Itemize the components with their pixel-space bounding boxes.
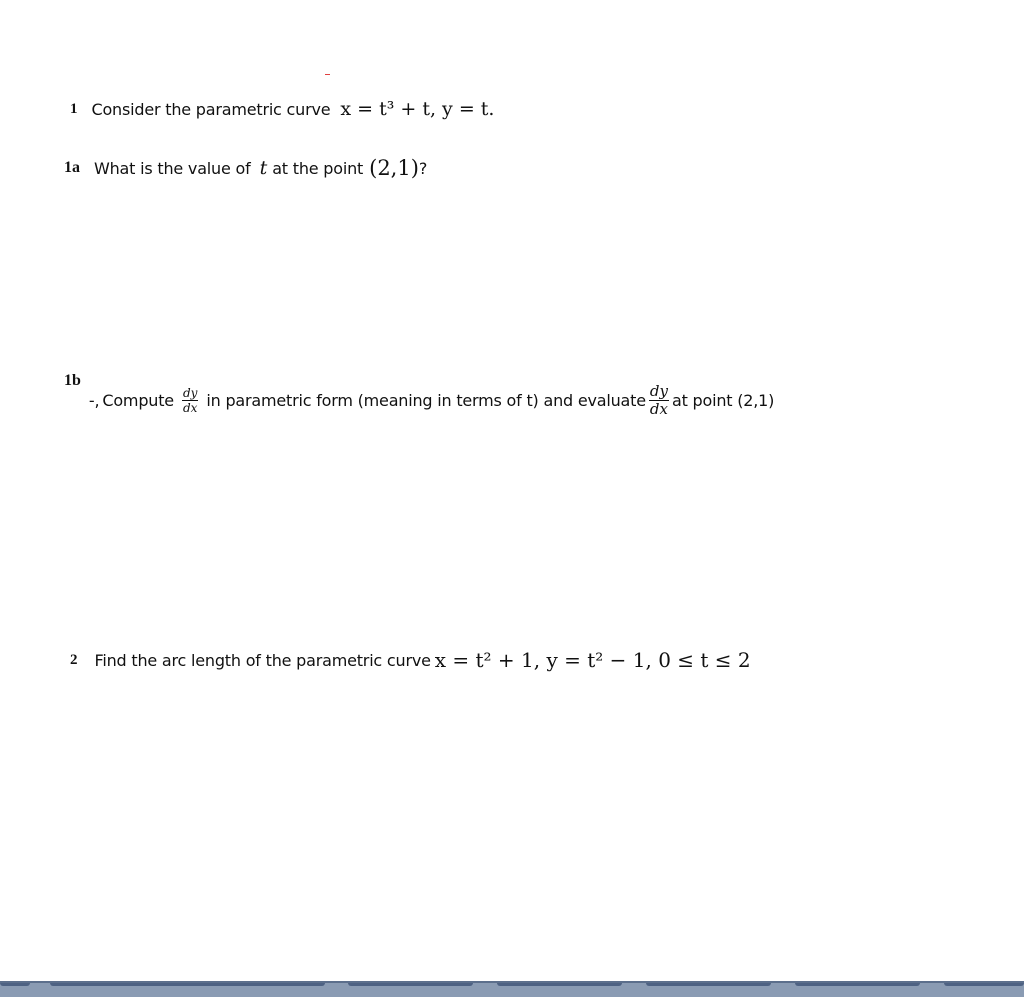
question-1b: [64, 370, 774, 417]
question-text: What is the value of: [94, 158, 251, 178]
bar-segment: [944, 983, 1024, 986]
bar-segment: [0, 983, 30, 986]
bar-segment: [497, 983, 622, 986]
question-number: 1a: [64, 159, 80, 176]
question-number: 1: [70, 100, 78, 117]
equation: x = t³ + t, y = t.: [340, 98, 495, 120]
bar-segment: [348, 983, 473, 986]
question-number: 2: [70, 651, 78, 668]
equation: x = t² + 1, y = t² − 1, 0 ≤ t ≤ 2: [434, 648, 751, 672]
question-text: Find the arc length of the parametric curve: [94, 650, 431, 670]
question-1a: [64, 156, 427, 180]
question-text: Compute: [102, 391, 174, 410]
question-1: [70, 98, 494, 120]
question-text: at the point: [272, 158, 364, 178]
derivative-fraction: $\frac{dy}{dx}$: [182, 386, 198, 415]
bar-segment: [50, 983, 325, 986]
question-text: in parametric form (meaning in terms of t) and evaluate: [206, 391, 646, 410]
question-text: at point (2,1): [671, 391, 775, 410]
stray-red-mark: [325, 74, 330, 75]
question-number: 1b: [64, 372, 81, 389]
bar-segment: [795, 983, 920, 986]
question-2: [70, 648, 751, 672]
variable: t: [259, 157, 268, 179]
question-mark: ?: [418, 158, 428, 178]
stray-mark: -,: [88, 391, 100, 410]
bar-segment: [646, 983, 771, 986]
question-text: Consider the parametric curve: [91, 99, 331, 119]
point: (2,1): [369, 156, 419, 180]
derivative-fraction: $\frac{dy}{dx}$: [649, 382, 668, 418]
